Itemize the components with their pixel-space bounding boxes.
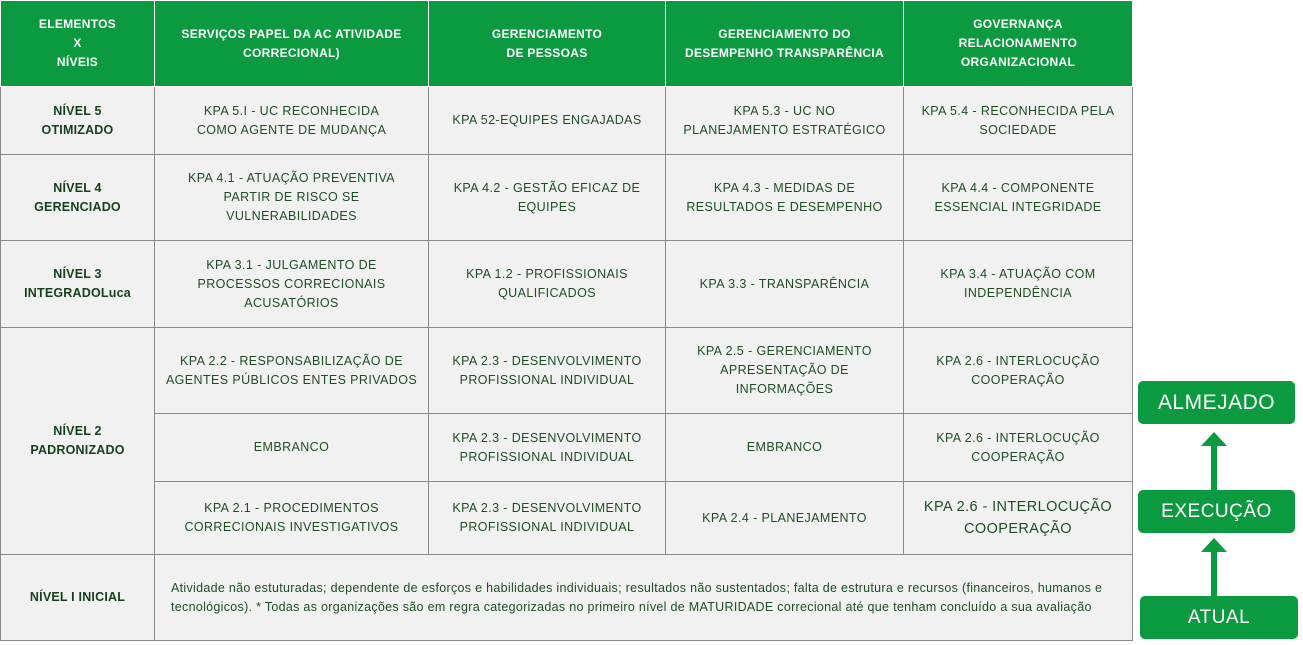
cell-kpa-5-4: KPA 5.4 - RECONHECIDA PELA SOCIEDADE bbox=[904, 87, 1133, 155]
header-people-management: GERENCIAMENTO DE PESSOAS bbox=[429, 1, 666, 87]
cell-kpa-5-3: KPA 5.3 - UC NO PLANEJAMENTO ESTRATÉGICO bbox=[666, 87, 904, 155]
row-level-4 bbox=[1, 155, 1133, 241]
cell-kpa-5-2: KPA 52-EQUIPES ENGAJADAS bbox=[429, 87, 666, 155]
cell-kpa-2-6-c: KPA 2.6 - INTERLOCUÇÃO COOPERAÇÃO bbox=[904, 482, 1133, 555]
row-level-2b bbox=[1, 414, 1133, 482]
initial-level-description: Atividade não estuturadas; dependente de esforços e habilidades individuais; resultados não sustentados; falta de estrutura e recursos (financeiros, humanos e tecnológicos). * Todas as organizações são em regra categorizadas no primeiro nível de MATURIDADE correcional até que tenham concluído a sua avaliação bbox=[155, 555, 1133, 641]
execucao-box: EXECUÇÃO bbox=[1138, 490, 1295, 533]
header-row bbox=[1, 1, 1133, 87]
cell-kpa-2-6-a: KPA 2.6 - INTERLOCUÇÃO COOPERAÇÃO bbox=[904, 328, 1133, 414]
atual-box: ATUAL bbox=[1140, 596, 1298, 639]
almejado-box: ALMEJADO bbox=[1138, 381, 1295, 424]
cell-blank-2: EMBRANCO bbox=[666, 414, 904, 482]
row-level-5 bbox=[1, 87, 1133, 155]
level-2-label: NÍVEL 2 PADRONIZADO bbox=[1, 328, 155, 555]
row-level-2a bbox=[1, 328, 1133, 414]
header-governance: GOVERNANÇA RELACIONAMENTO ORGANIZACIONAL bbox=[904, 1, 1133, 87]
cell-kpa-5-1: KPA 5.I - UC RECONHECIDA COMO AGENTE DE MUDANÇA bbox=[155, 87, 429, 155]
cell-kpa-1-2: KPA 1.2 - PROFISSIONAIS QUALIFICADOS bbox=[429, 241, 666, 328]
cell-kpa-3-4: KPA 3.4 - ATUAÇÃO COM INDEPENDÊNCIA bbox=[904, 241, 1133, 328]
cell-kpa-3-3: KPA 3.3 - TRANSPARÊNCIA bbox=[666, 241, 904, 328]
arrow-up-icon bbox=[1201, 538, 1227, 596]
cell-kpa-2-4: KPA 2.4 - PLANEJAMENTO bbox=[666, 482, 904, 555]
row-level-2c bbox=[1, 482, 1133, 555]
level-3-label: NÍVEL 3 INTEGRADOLuca bbox=[1, 241, 155, 328]
cell-kpa-4-4: KPA 4.4 - COMPONENTE ESSENCIAL INTEGRIDADE bbox=[904, 155, 1133, 241]
cell-kpa-2-2: KPA 2.2 - RESPONSABILIZAÇÃO DE AGENTES PÚBLICOS ENTES PRIVADOS bbox=[155, 328, 429, 414]
cell-kpa-2-3-a: KPA 2.3 - DESENVOLVIMENTO PROFISSIONAL INDIVIDUAL bbox=[429, 328, 666, 414]
row-level-3 bbox=[1, 241, 1133, 328]
cell-kpa-2-3-c: KPA 2.3 - DESENVOLVIMENTO PROFISSIONAL INDIVIDUAL bbox=[429, 482, 666, 555]
cell-kpa-2-1: KPA 2.1 - PROCEDIMENTOS CORRECIONAIS INVESTIGATIVOS bbox=[155, 482, 429, 555]
cell-kpa-3-1: KPA 3.1 - JULGAMENTO DE PROCESSOS CORRECIONAIS ACUSATÓRIOS bbox=[155, 241, 429, 328]
cell-kpa-2-5: KPA 2.5 - GERENCIAMENTO APRESENTAÇÃO DE INFORMAÇÕES bbox=[666, 328, 904, 414]
header-services: SERVIÇOS PAPEL DA AC ATIVIDADE CORRECIONAL) bbox=[155, 1, 429, 87]
level-1-label: NÍVEL I INICIAL bbox=[1, 555, 155, 641]
arrow-up-icon bbox=[1201, 432, 1227, 490]
cell-kpa-4-2: KPA 4.2 - GESTÃO EFICAZ DE EQUIPES bbox=[429, 155, 666, 241]
header-performance-management: GERENCIAMENTO DO DESEMPENHO TRANSPARÊNCIA bbox=[666, 1, 904, 87]
level-5-label: NÍVEL 5 OTIMIZADO bbox=[1, 87, 155, 155]
cell-kpa-2-3-b: KPA 2.3 - DESENVOLVIMENTO PROFISSIONAL INDIVIDUAL bbox=[429, 414, 666, 482]
cell-kpa-2-6-b: KPA 2.6 - INTERLOCUÇÃO COOPERAÇÃO bbox=[904, 414, 1133, 482]
header-elements-levels: ELEMENTOS X NÍVEIS bbox=[1, 1, 155, 87]
cell-blank-1: EMBRANCO bbox=[155, 414, 429, 482]
level-4-label: NÍVEL 4 GERENCIADO bbox=[1, 155, 155, 241]
cell-kpa-4-3: KPA 4.3 - MEDIDAS DE RESULTADOS E DESEMPENHO bbox=[666, 155, 904, 241]
row-level-1 bbox=[1, 555, 1133, 641]
cell-kpa-4-1: KPA 4.1 - ATUAÇÃO PREVENTIVA PARTIR DE RISCO SE VULNERABILIDADES bbox=[155, 155, 429, 241]
